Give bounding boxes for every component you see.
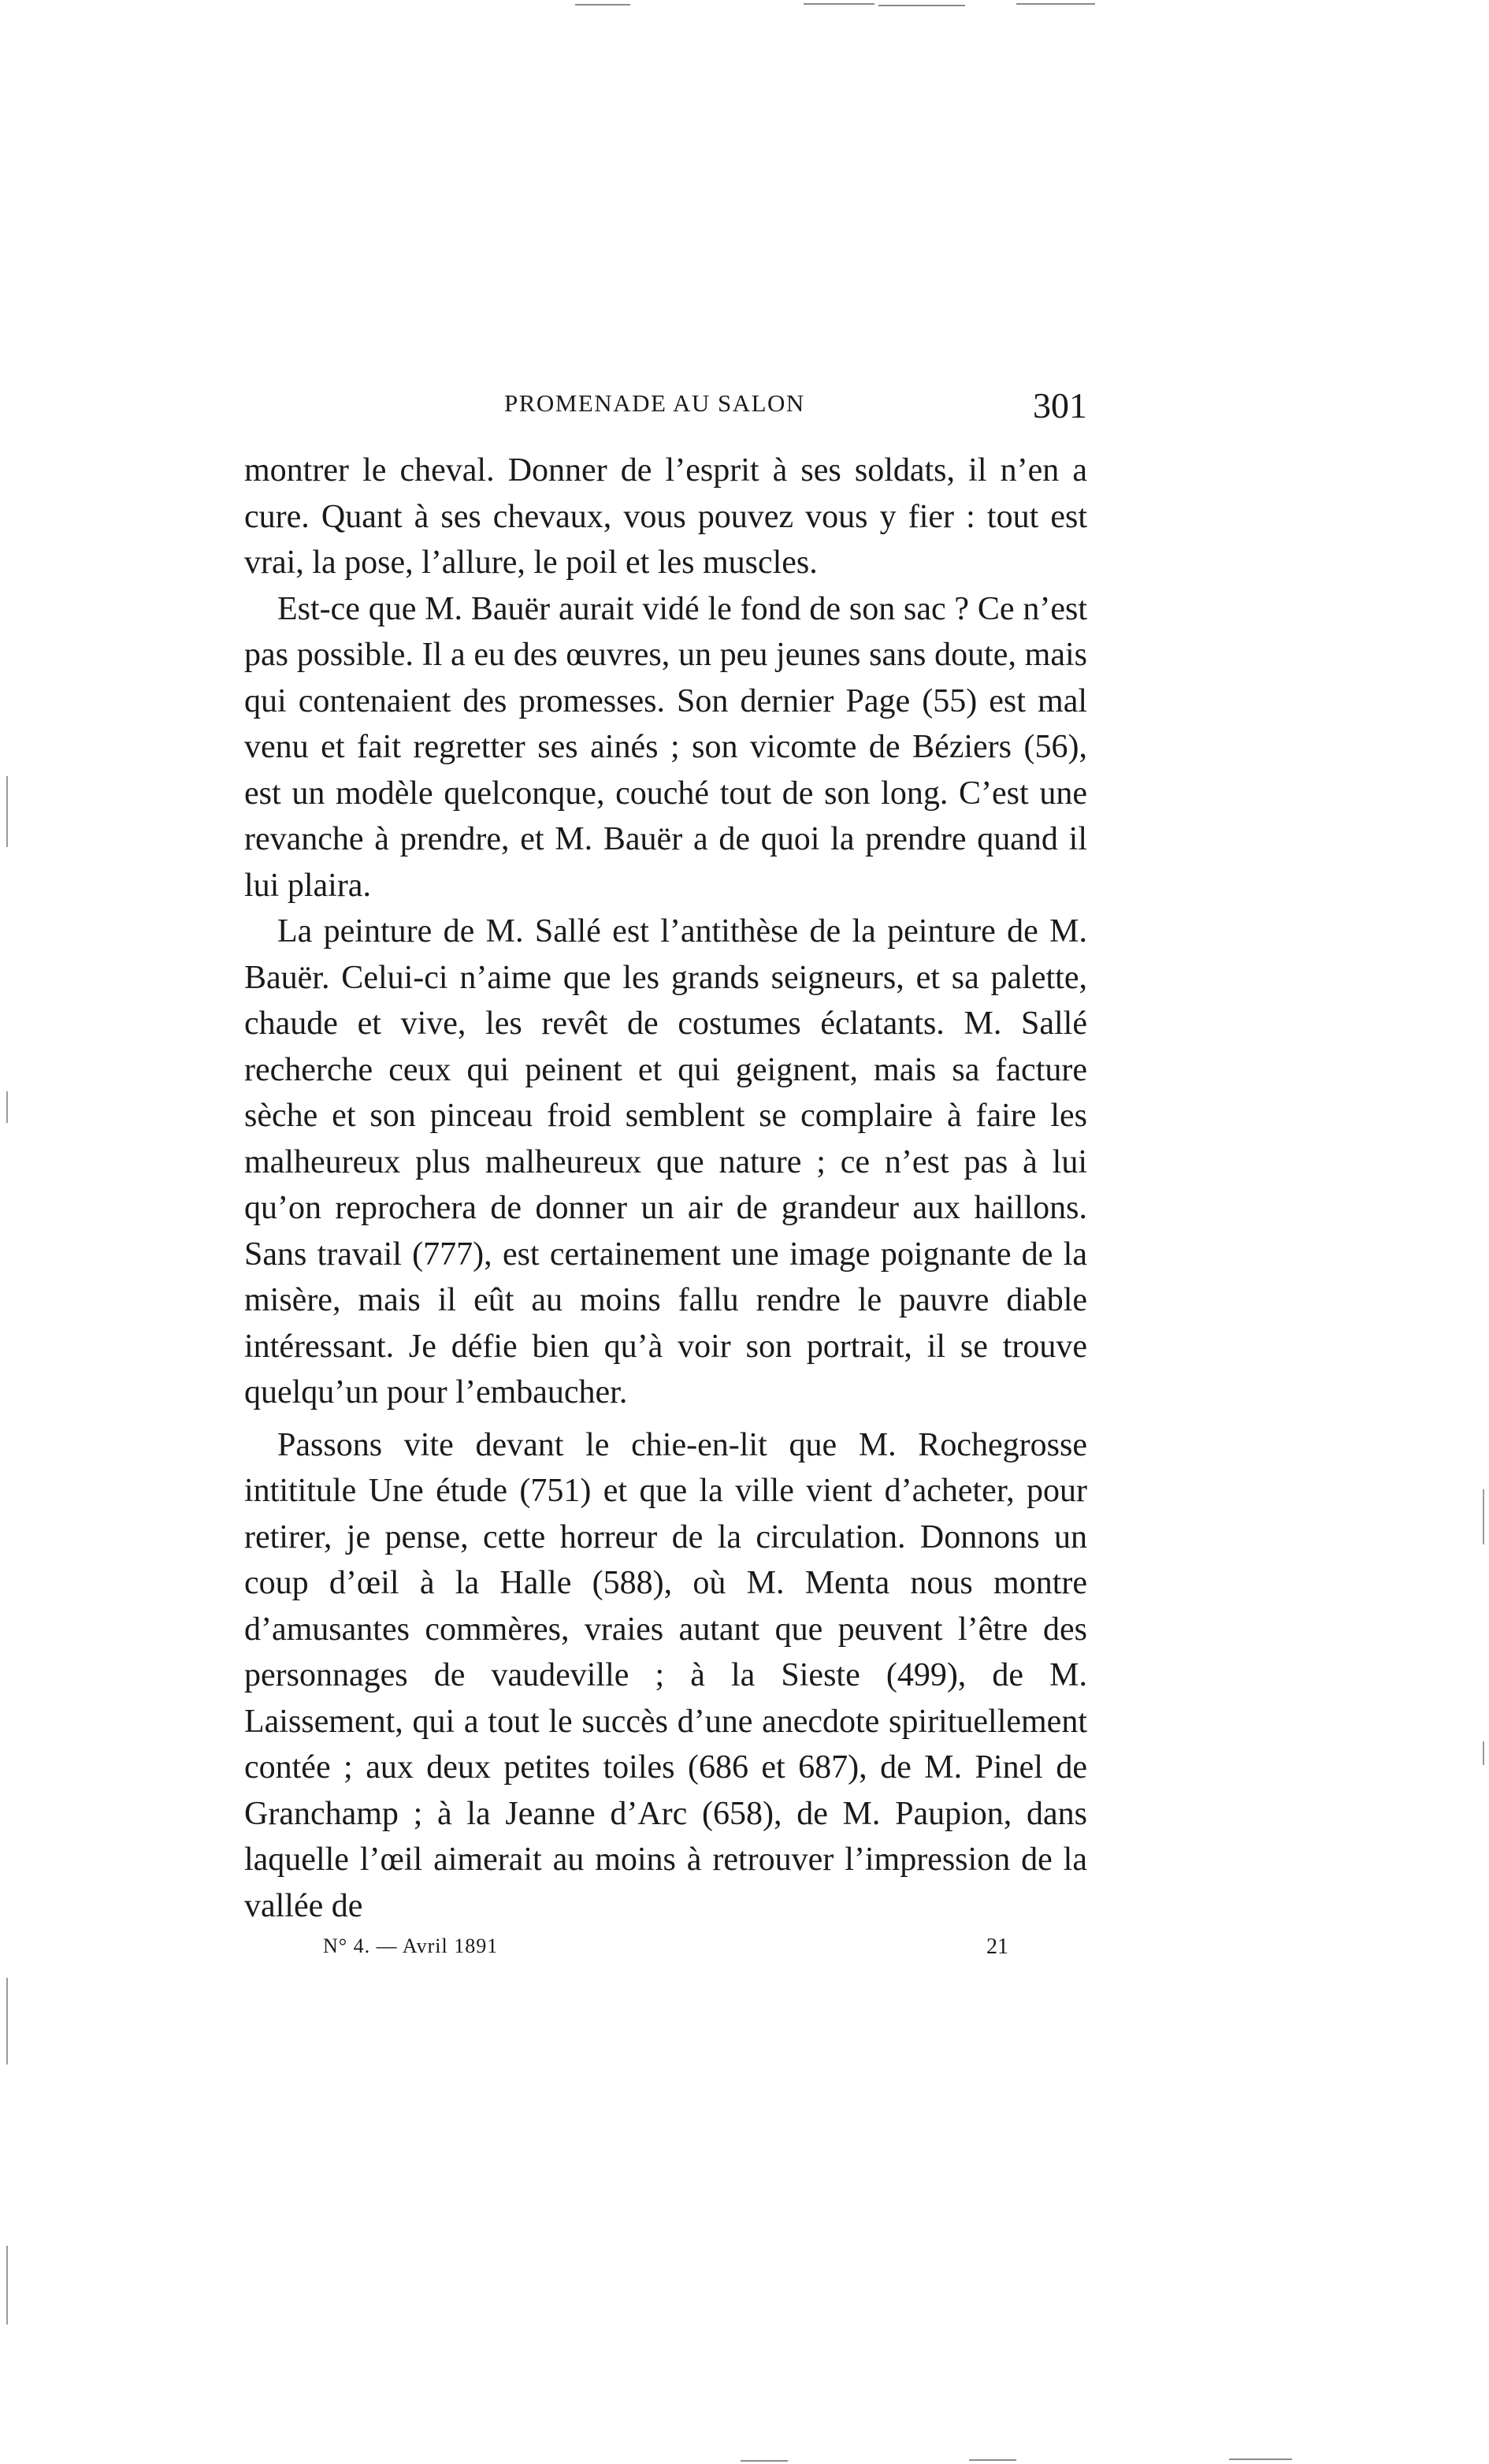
paragraph-4: Passons vite devant le chie-en-lit que M. Rochegrosse intititule Une étude (751) et que la ville vient d’acheter, pour retirer, je pense, cette horreur de la circulation. Donnons un coup d’œil à la Halle (588), où M. Menta nous montre d’amusantes commères, vraies autant que peuvent l’être des personnages de vaudeville ; à la Sieste (499), de M. Laissement, qui a tout le succès d’une anecdote spirituellement contée ; aux deux petites toiles (686 et 687), de M. Pinel de Granchamp ; à la Jeanne d’Arc (658), de M. Paupion, dans laquelle l’œil aimerait au moins à retrouver l’impression de la vallée de bbox=[244, 1426, 1087, 1924]
scan-edge-bottom-1 bbox=[741, 2460, 788, 2462]
page-header bbox=[504, 385, 1087, 424]
sheet-number: 21 bbox=[986, 1934, 1008, 1959]
scan-edge-top-2 bbox=[804, 3, 874, 5]
scan-edge-top-1 bbox=[575, 4, 630, 6]
scan-edge-left-4 bbox=[6, 2246, 8, 2325]
scan-edge-top-3 bbox=[878, 5, 965, 6]
body-text bbox=[244, 448, 1087, 1929]
page-footer bbox=[323, 1934, 1008, 1966]
scan-edge-left-1 bbox=[6, 776, 8, 847]
paragraph-3: La peinture de M. Sallé est l’antithèse de la peinture de M. Bauër. Celui-ci n’aime que les grands seigneurs, et sa palette, chaude et vive, les revêt de costumes éclatants. M. Sallé recherche ceux qui peinent et qui geignent, mais sa facture sèche et son pinceau froid semblent se complaire à faire les malheureux plus malheureux que nature ; ce n’est pas à lui qu’on reprochera de donner un air de grandeur aux haillons. Sans travail (777), est certainement une image poignante de la misère, mais il eût au moins fallu rendre le pauvre diable intéressant. Je défie bien qu’à voir son portrait, il se trouve quelqu’un pour l’embaucher. bbox=[244, 913, 1087, 1410]
scan-edge-bottom-2 bbox=[969, 2459, 1016, 2461]
paragraph-2: Est-ce que M. Bauër aurait vidé le fond de son sac ? Ce n’est pas possible. Il a eu des œuvres, un peu jeunes sans doute, mais qui contenaient des promesses. Son dernier Page (55) est mal venu et fait regretter ses ainés ; son vicomte de Béziers (56), est un modèle quelconque, couché tout de son long. C’est une revanche à prendre, et M. Bauër a de quoi la prendre quand il lui plaira. bbox=[244, 590, 1087, 904]
paragraph-1: montrer le cheval. Donner de l’esprit à ses soldats, il n’en a cure. Quant à ses chevaux, vous pouvez vous y fier : tout est vrai, la pose, l’allure, le poil et les muscles. bbox=[244, 452, 1087, 581]
scan-edge-left-2 bbox=[6, 1091, 8, 1123]
running-title: PROMENADE AU SALON bbox=[504, 389, 805, 417]
scan-edge-left-3 bbox=[6, 1978, 8, 2064]
issue-signature: N° 4. — Avril 1891 bbox=[323, 1934, 499, 1957]
scan-edge-right-2 bbox=[1483, 1741, 1484, 1765]
scan-edge-top-4 bbox=[1016, 3, 1095, 5]
page-number: 301 bbox=[1033, 385, 1087, 426]
scan-edge-right-1 bbox=[1483, 1489, 1484, 1544]
scan-edge-bottom-3 bbox=[1229, 2458, 1292, 2460]
